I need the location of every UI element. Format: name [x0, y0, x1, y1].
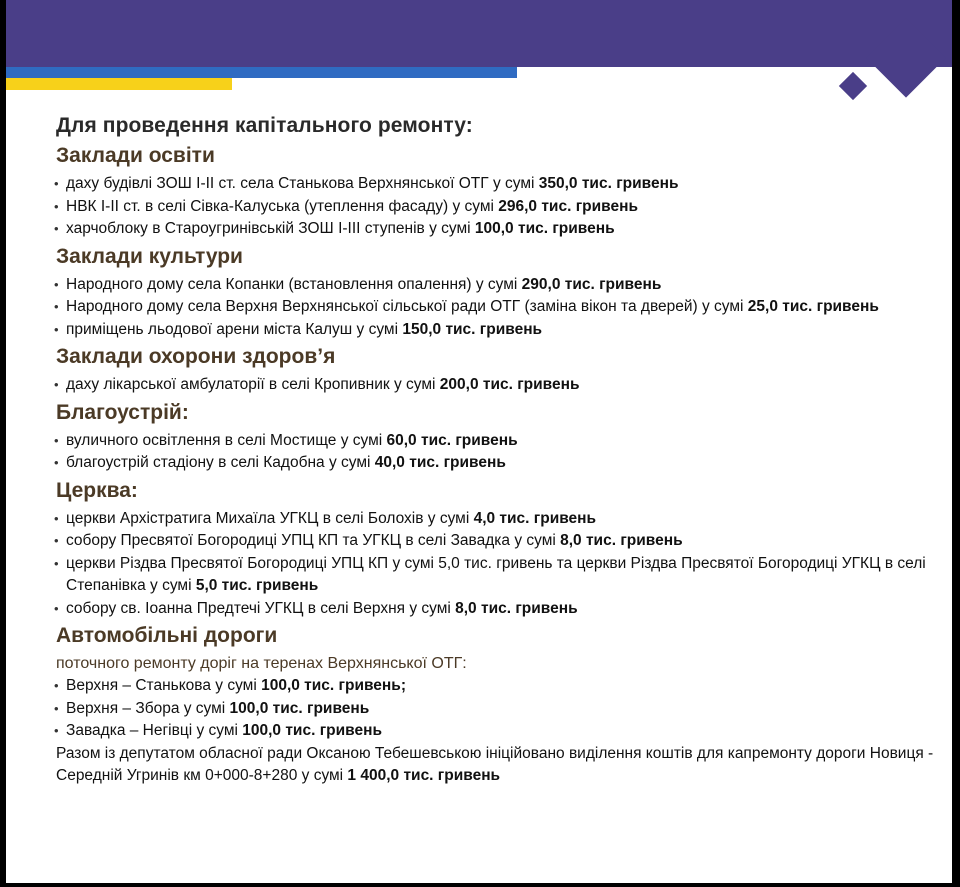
- list-item: [54, 698, 934, 721]
- item-amount: 100,0 тис. гривень: [242, 722, 382, 739]
- list-item: [54, 374, 934, 397]
- item-amount: 100,0 тис. гривень;: [261, 677, 406, 694]
- section: [54, 345, 934, 397]
- frame-bottom: [0, 883, 960, 887]
- section-title: Церква:: [56, 478, 138, 502]
- item-text: НВК I-II ст. в селі Сівка-Калуська (утеплення фасаду) у сумі: [66, 197, 499, 215]
- item-text: церкви Різдва Пресвятої Богородиці УПЦ КП у сумі 5,0 тис. гривень та церкви Різдва Пресвятої Богородиці УГКЦ в селі Степанівка у сумі: [66, 554, 926, 594]
- section-items: [54, 374, 934, 397]
- roads-closing: [56, 743, 934, 788]
- item-text: харчоблоку в Староугринівській ЗОШ I-III ступенів у сумі: [66, 220, 475, 237]
- item-amount: 5,0 тис. гривень: [195, 577, 319, 594]
- list-item: [54, 296, 934, 319]
- item-amount: 8,0 тис. гривень: [560, 532, 683, 549]
- list-item: [54, 675, 934, 698]
- list-item: [54, 173, 934, 196]
- item-text: приміщень льодової арени міста Калуш у сумі: [66, 320, 403, 338]
- section-title: Благоустрій:: [56, 400, 189, 424]
- section-items: [54, 430, 934, 475]
- item-text: собору Пресвятої Богородиці УПЦ КП та УГКЦ в селі Завадка у сумі: [66, 532, 561, 549]
- section: [54, 479, 934, 621]
- document-content: [54, 114, 934, 792]
- item-amount: 40,0 тис. гривень: [374, 454, 506, 471]
- item-amount: 290,0 тис. гривень: [521, 275, 662, 293]
- closing-amount: 1 400,0 тис. гривень: [347, 767, 501, 784]
- list-item: [54, 274, 934, 297]
- item-amount: 25,0 тис. гривень: [747, 298, 879, 315]
- list-item: [54, 720, 934, 743]
- item-text: даху лікарської амбулаторії в селі Кропивник у сумі: [66, 376, 440, 393]
- item-text: вуличного освітлення в селі Мостище у сумі: [66, 431, 387, 449]
- section-items: [54, 508, 934, 621]
- section: [54, 144, 934, 241]
- item-amount: 296,0 тис. гривень: [498, 197, 638, 215]
- list-item: [54, 430, 934, 453]
- sections-list: [54, 144, 934, 620]
- list-item: [54, 553, 934, 598]
- item-text: Завадка – Негівці у сумі: [66, 722, 243, 739]
- roads-intro: поточного ремонту доріг на теренах Верхнянської ОТГ:: [56, 655, 467, 672]
- list-item: [54, 530, 934, 553]
- list-item: [54, 508, 934, 531]
- list-item: [54, 319, 934, 342]
- section-title: Заклади охорони здоров’я: [56, 345, 336, 368]
- section: [54, 401, 934, 475]
- section-title: Заклади культури: [56, 244, 243, 268]
- section-items: [54, 173, 934, 241]
- item-amount: 100,0 тис. гривень: [229, 699, 370, 717]
- item-text: церкви Архістратига Михаїла УГКЦ в селі Болохів у сумі: [66, 509, 474, 527]
- item-amount: 60,0 тис. гривень: [386, 431, 518, 449]
- item-text: Верхня – Станькова у сумі: [66, 677, 262, 694]
- item-amount: 8,0 тис. гривень: [455, 599, 578, 617]
- item-amount: 100,0 тис. гривень: [474, 220, 615, 237]
- item-amount: 150,0 тис. гривень: [402, 320, 543, 338]
- list-item: [54, 196, 934, 219]
- flag-yellow-stripe: [0, 78, 232, 90]
- frame-right: [952, 0, 960, 887]
- diamond-decoration-small: [839, 72, 867, 100]
- item-amount: 200,0 тис. гривень: [439, 376, 580, 393]
- section-title: Заклади освіти: [56, 144, 215, 167]
- list-item: [54, 218, 934, 241]
- item-amount: 4,0 тис. гривень: [473, 509, 597, 527]
- item-amount: 350,0 тис. гривень: [538, 175, 679, 192]
- frame-left: [0, 0, 6, 887]
- section-title: Автомобільні дороги: [56, 624, 278, 647]
- item-text: Народного дому села Верхня Верхнянської сільської ради ОТГ (заміна вікон та дверей) у сумі: [66, 298, 748, 315]
- closing-text: Разом із депутатом обласної ради Оксаною Тебешевською ініційовано виділення коштів для капремонту дороги Новиця - Середній Угринів км 0+000-8+280 у сумі: [56, 744, 934, 784]
- item-text: даху будівлі ЗОШ I-II ст. села Станькова Верхнянської ОТГ у сумі: [66, 175, 539, 192]
- main-title: Для проведення капітального ремонту:: [56, 114, 473, 137]
- top-purple-band: [0, 0, 960, 67]
- list-item: [54, 452, 934, 475]
- item-text: Верхня – Збора у сумі: [66, 699, 230, 717]
- section-roads: [54, 624, 934, 788]
- item-text: благоустрій стадіону в селі Кадобна у сумі: [66, 454, 375, 471]
- list-item: [54, 598, 934, 621]
- flag-blue-stripe: [0, 67, 517, 78]
- section: [54, 245, 934, 342]
- section-items: [54, 274, 934, 342]
- roads-items: [54, 675, 934, 743]
- item-text: Народного дому села Копанки (встановлення опалення) у сумі: [66, 275, 522, 293]
- item-text: собору св. Іоанна Предтечі УГКЦ в селі Верхня у сумі: [66, 599, 456, 617]
